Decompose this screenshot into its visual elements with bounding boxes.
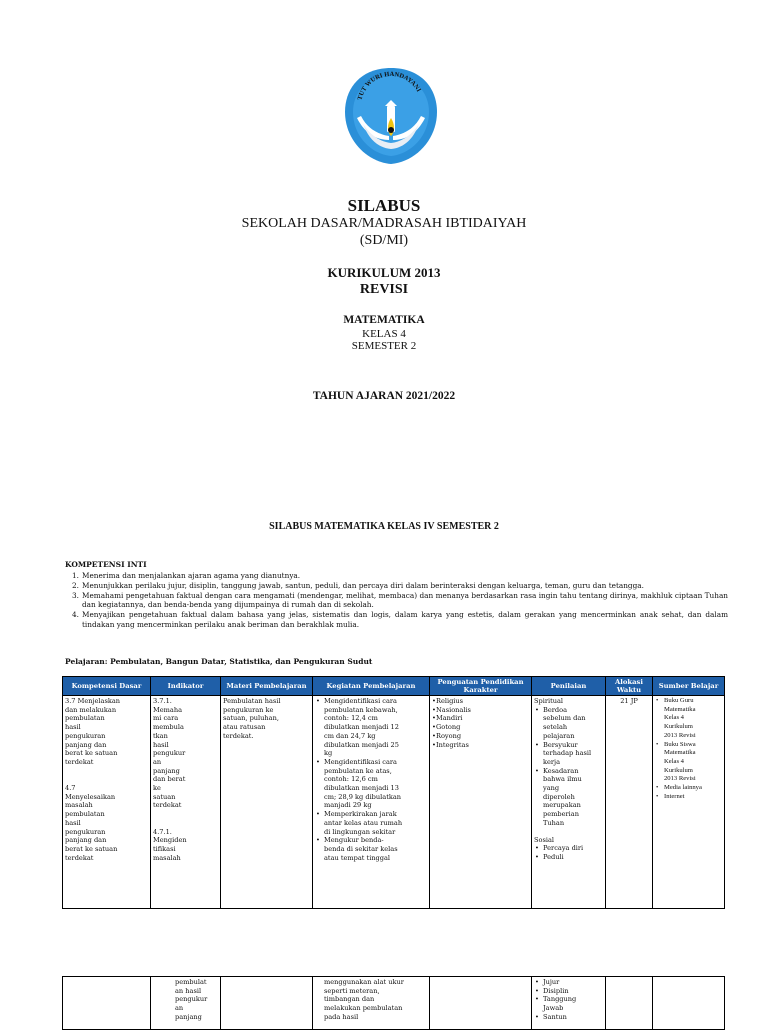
text-line: 3.7.1. [153,697,172,705]
col-header: Penilaian [532,677,606,696]
text-line: 3.7 Menjelaskan [65,697,121,705]
text-line: 4.7.1. [153,827,172,836]
kegiatan-cell [313,977,430,1030]
alokasi-cell: 21 JP [606,696,653,909]
bullet-item: • Mandiri [432,714,529,723]
bullet-item: • Integritas [432,741,529,750]
subject-title: MATEMATIKA [343,314,425,326]
text-line: pengukur [175,995,208,1004]
text-line: panjang [153,766,180,775]
sumber-cell [653,696,725,909]
text-line: ke [153,784,161,793]
bullet-item: • Royong [432,732,529,741]
materi-cell [221,696,313,909]
penilaian-sosial-label: Sosial [534,835,555,844]
bullet-item: • Jujur [534,978,603,987]
tut-wuri-handayani-logo [343,66,439,166]
table-row [63,696,725,909]
bullet-item: • Buku Siswa Matematika Kelas 4 Kurikulum 2013 Revisi [655,741,722,785]
table-row [63,977,725,1030]
text-line: terdekat. [223,731,254,740]
text-line: hasil [65,818,81,827]
syllabus-subtitle: SILABUS MATEMATIKA KELAS IV SEMESTER 2 [269,521,499,532]
text-line: berat ke satuan [65,844,118,853]
bullet-item: • Disiplin [534,987,603,996]
bullet-item: • Buku Guru Matematika Kelas 4 Kurikulum 2013 Revisi [655,697,722,741]
text-line: berat ke satuan [65,749,118,758]
text-line: pengukuran [65,731,106,740]
col-header: Sumber Belajar [653,677,725,696]
ki-item: 4. Menyajikan pengetahuan faktual dalam bahasa yang jelas, sistematis dan logis, dalam karya yang estetis, dalam gerakan yang mencerminkan anak sehat, dan dalam tindakan yang mencerminkan perilaku anak beriman dan berakhlak mulia. [72,610,728,629]
text-line: Menyelesaikan [65,792,116,801]
text-line: pembulatan [65,714,105,723]
bullet-item: • Internet [655,793,722,802]
curriculum-title: KURIKULUM 2013 [327,265,441,280]
text-line: pengukuran [65,827,106,836]
bullet-item: • Tanggung Jawab [534,995,603,1012]
text-line: terdekat [65,757,94,766]
indikator-cell [151,977,221,1030]
kegiatan-cell [313,696,430,909]
ki-list [65,571,728,630]
bullet-item: • Bersyukur terhadap hasil kerja [534,741,603,767]
col-header: Penguatan Pendidikan Karakter [430,677,532,696]
bullet-item: • Berdoa sebelum dan setelah pelajaran [534,706,603,741]
col-header: Kegiatan Pembelajaran [313,677,430,696]
text-line: hasil [65,723,81,732]
text-line: panjang dan [65,836,107,845]
lesson-topics: Pelajaran: Pembulatan, Bangun Datar, Statistika, dan Pengukuran Sudut [65,657,373,666]
bullet-item: • Religius [432,697,529,706]
text-line: masalah [65,801,93,810]
text-line: pembulatan [65,810,105,819]
bullet-item: • Nasionalis [432,706,529,715]
ki-heading: KOMPETENSI INTI [65,560,147,569]
bullet-item: • Mengukur benda- benda di sekitar kelas atau tempat tinggal [315,836,427,862]
text-line: Memaha [153,705,183,714]
indikator-cell [151,696,221,909]
kd-cell [63,977,151,1030]
text-line: membula [153,723,184,732]
text-line: terdekat [153,801,182,810]
class-label: KELAS 4 [362,328,406,340]
text-line: panjang [175,1012,202,1021]
penilaian-spiritual-label: Spiritual [534,697,564,705]
text-line: timbangan dan [324,995,375,1004]
text-line: panjang dan [65,740,107,749]
text-line: pengukuran ke [223,705,274,714]
text-line: an [175,1004,184,1013]
text-line: pengukur [153,749,186,758]
syllabus-table-continued [62,976,725,1030]
bullet-item: • Peduli [534,853,603,862]
text-line [153,819,218,828]
text-line: seperti meteran, [324,986,380,995]
ki-item: 1. Menerima dan menjalankan ajaran agama yang dianutnya. [72,571,301,580]
text-line: tifikasi [153,844,176,853]
col-header: Materi Pembelajaran [221,677,313,696]
text-line: an hasil [175,986,202,995]
text-line: Mengiden [153,836,187,845]
cover-title: SILABUS [347,196,421,215]
text-line: terdekat [65,853,94,862]
penilaian-cell [532,977,606,1030]
text-line [153,810,218,819]
text-line: pada hasil [324,1012,359,1021]
bullet-item: • Mengidentifikasi cara pembulatan ke atas, contoh: 12,6 cm dibulatkan menjadi 13 cm; 28,9 kg dibulatkan manjadi 29 kg [315,758,427,810]
col-header: Kompetensi Dasar [63,677,151,696]
penilaian-cell [532,696,606,909]
text-line: 4.7 [65,784,76,793]
col-header: Alokasi Waktu [606,677,653,696]
school-abbreviation: (SD/MI) [359,233,409,248]
revision-label: REVISI [359,282,409,297]
text-line: Pembulatan hasil [223,697,281,705]
text-line: atau ratusan [223,723,266,732]
text-line: pembulat [175,978,207,986]
sumber-cell [653,977,725,1030]
text-line: satuan [153,792,176,801]
karakter-cell [430,977,532,1030]
karakter-cell [430,696,532,909]
text-line [65,767,148,776]
bullet-item: • Memperkirakan jarak antar kelas atau rumah di lingkungan sekitar [315,810,427,836]
syllabus-table [62,676,725,909]
bullet-item: • Kesadaran bahwa ilmu yang diperoleh merupakan pemberian Tuhan [534,767,603,828]
alokasi-cell [606,977,653,1030]
bullet-item: • Gotong [432,723,529,732]
text-line: masalah [153,853,181,862]
text-line: melakukan pembulatan [324,1004,403,1013]
materi-cell [221,977,313,1030]
ki-item: 3. Memahami pengetahuan faktual dengan cara mengamati (mendengar, melihat, membaca) dan menanya berdasarkan rasa ingin tahu tentang dirinya, makhluk ciptaan Tuhan dan kegiatannya, dan benda-benda yang dijumpainya di rumah dan di sekolah. [72,590,728,610]
text-line: menggunakan alat ukur [324,978,404,986]
bullet-item: • Santun [534,1013,603,1022]
text-line [65,775,148,784]
text-line: hasil [153,740,169,749]
academic-year: TAHUN AJARAN 2021/2022 [312,390,456,402]
table-header-row [63,677,725,696]
bullet-item: • Media lainnya [655,784,722,793]
text-line: an [153,757,162,766]
text-line: satuan, puluhan, [223,714,279,723]
semester-label: SEMESTER 2 [351,340,417,352]
school-level: SEKOLAH DASAR/MADRASAH IBTIDAIYAH [241,216,527,231]
col-header: Indikator [151,677,221,696]
ki-item: 2. Menunjukkan perilaku jujur, disiplin, tanggung jawab, santun, peduli, dan percaya diri dalam berinteraksi dengan keluarga, teman, guru dan tetangga. [72,580,644,590]
kd-cell [63,696,151,909]
text-line: mi cara [153,714,179,723]
text-line: tkan [153,731,168,740]
text-line: dan berat [153,775,186,784]
bullet-item: • Percaya diri [534,844,603,853]
svg-text:TUT WURI HANDAYANI: TUT WURI HANDAYANI [356,70,423,101]
bullet-item: • Mengidentifikasi cara pembulatan kebawah, contoh: 12,4 cm dibulatkan menjadi 12 cm dan 24,7 kg dibulatkan menjadi 25 kg [315,697,427,758]
text-line: dan melakukan [65,705,117,714]
